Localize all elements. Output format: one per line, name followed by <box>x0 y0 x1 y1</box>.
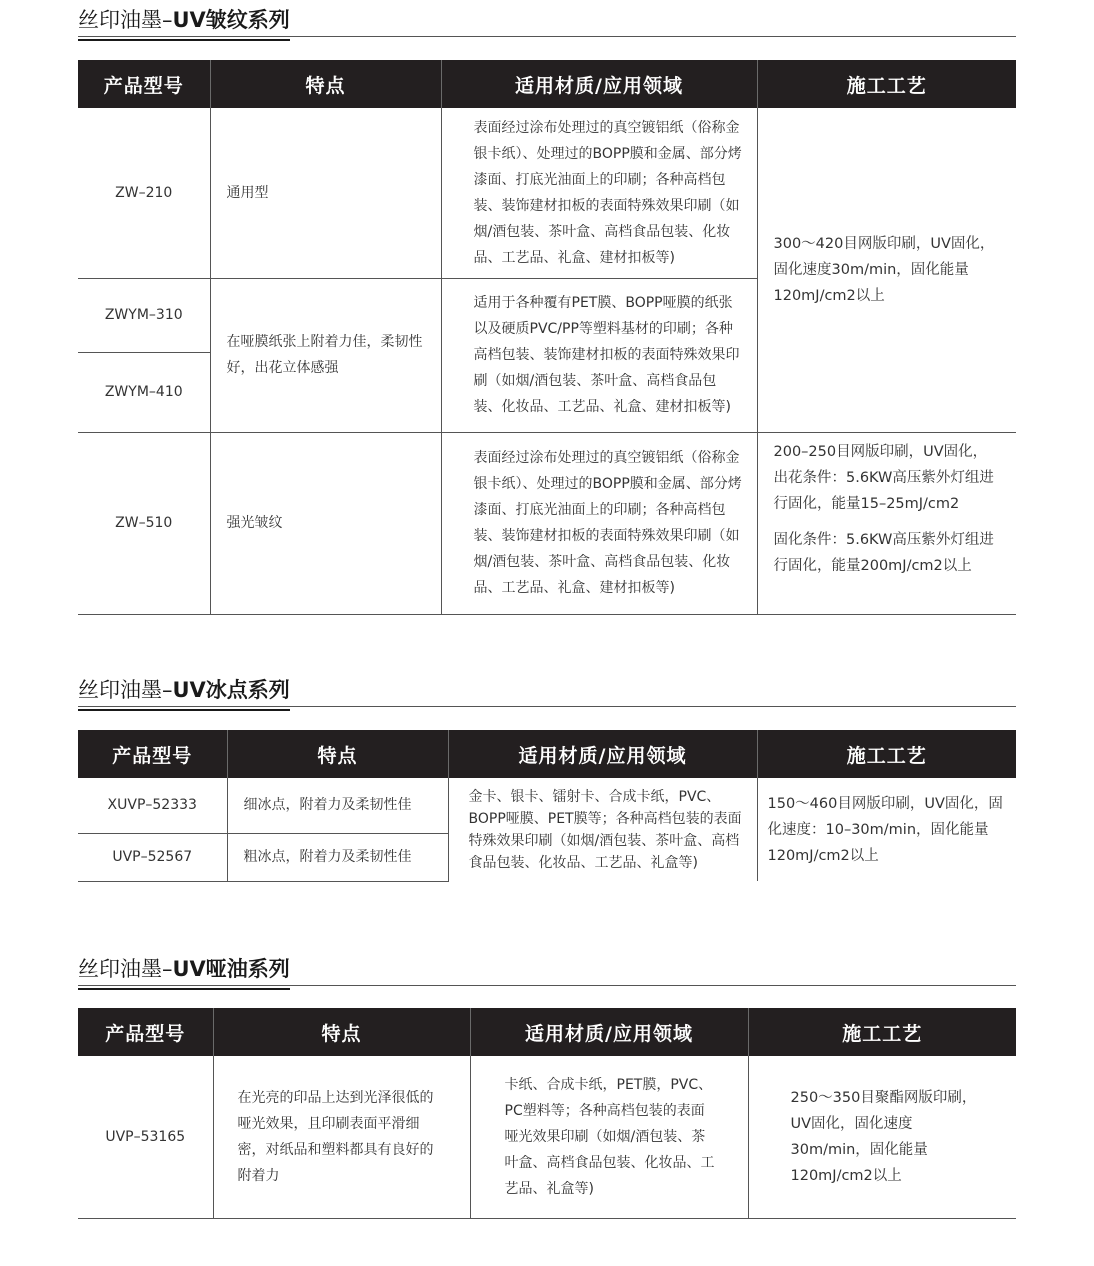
model-cell: XUVP–52333 <box>107 797 197 814</box>
product-table <box>78 1008 1016 1219</box>
process-text: 200–250目网版印刷，UV固化，出花条件：5.6KW高压紫外灯组进行固化，能量15–25mJ/cm2 <box>773 443 994 512</box>
model-cell: ZWYM–410 <box>78 352 210 432</box>
table-row <box>78 108 1016 278</box>
table-row <box>78 1056 1016 1218</box>
table-header-row <box>78 730 1016 778</box>
material-cell: 适用于各种覆有PET膜、BOPP哑膜的纸张以及硬质PVC/PP等塑料基材的印刷；各种高档包装、装饰建材扣板的表面特殊效果印刷（如烟/酒包装、茶叶盒、高档食品包装、化妆品、工艺品、礼盒、建材扣板等) <box>441 278 757 432</box>
header-material: 适用材质/应用领域 <box>441 60 757 108</box>
section-divider <box>78 985 1016 986</box>
process-cell <box>757 432 1016 614</box>
header-process: 施工工艺 <box>748 1008 1016 1056</box>
feature-cell: 通用型 <box>210 108 441 278</box>
process-text: 固化条件：5.6KW高压紫外灯组进行固化，能量200mJ/cm2以上 <box>773 531 994 574</box>
header-model: 产品型号 <box>78 60 210 108</box>
feature-cell: 细冰点，附着力及柔韧性佳 <box>227 778 448 833</box>
section-icepoint <box>78 676 1016 886</box>
section-matte <box>78 955 1016 1225</box>
table-row <box>78 778 1016 833</box>
model-cell: UVP–53165 <box>78 1056 213 1218</box>
model-cell: ZW–210 <box>115 184 173 201</box>
feature-cell: 强光皱纹 <box>210 432 441 614</box>
header-material: 适用材质/应用领域 <box>448 730 757 778</box>
product-table <box>78 730 1016 882</box>
header-feature: 特点 <box>210 60 441 108</box>
model-cell: UVP–52567 <box>78 833 227 881</box>
model-cell: ZWYM–310 <box>78 278 210 352</box>
material-cell: 表面经过涂布处理过的真空镀铝纸（俗称金银卡纸）、处理过的BOPP膜和金属、部分烤漆面、打底光油面上的印刷；各种高档包装、装饰建材扣板的表面特殊效果印刷（如烟/酒包装、茶叶盒、高档食品包装、化妆品、工艺品、礼盒、建材扣板等) <box>441 108 757 278</box>
section-wrinkle <box>78 6 1016 626</box>
model-cell: ZW–510 <box>78 432 210 614</box>
material-cell: 表面经过涂布处理过的真空镀铝纸（俗称金银卡纸）、处理过的BOPP膜和金属、部分烤漆面、打底光油面上的印刷；各种高档包装、装饰建材扣板的表面特殊效果印刷（如烟/酒包装、茶叶盒、高档食品包装、化妆品、工艺品、礼盒、建材扣板等) <box>441 432 757 614</box>
process-cell: 250～350目聚酯网版印刷，UV固化，固化速度30m/min，固化能量120mJ/cm2以上 <box>748 1056 1016 1218</box>
process-cell: 150～460目网版印刷，UV固化，固化速度：10–30m/min，固化能量120mJ/cm2以上 <box>757 778 1016 881</box>
header-feature: 特点 <box>227 730 448 778</box>
header-material: 适用材质/应用领域 <box>470 1008 748 1056</box>
header-feature: 特点 <box>213 1008 470 1056</box>
feature-cell: 在哑膜纸张上附着力佳，柔韧性好，出花立体感强 <box>210 278 441 432</box>
section-title: 丝印油墨–UV皱纹系列 <box>78 6 290 41</box>
table-header-row <box>78 1008 1016 1056</box>
table-header-row <box>78 60 1016 108</box>
section-title: 丝印油墨–UV哑油系列 <box>78 955 290 990</box>
section-divider <box>78 36 1016 37</box>
header-model: 产品型号 <box>78 730 227 778</box>
product-table <box>78 60 1016 615</box>
feature-cell: 在光亮的印品上达到光泽很低的哑光效果，且印刷表面平滑细密，对纸品和塑料都具有良好的附着力 <box>213 1056 470 1218</box>
header-process: 施工工艺 <box>757 60 1016 108</box>
table-row <box>78 432 1016 614</box>
feature-cell: 粗冰点，附着力及柔韧性佳 <box>227 833 448 881</box>
material-cell: 卡纸、合成卡纸，PET膜，PVC、PC塑料等；各种高档包装的表面哑光效果印刷（如烟/酒包装、茶叶盒、高档食品包装、化妆品、工艺品、礼盒等) <box>470 1056 748 1218</box>
header-process: 施工工艺 <box>757 730 1016 778</box>
section-divider <box>78 706 1016 707</box>
process-cell: 300～420目网版印刷，UV固化，固化速度30m/min，固化能量120mJ/cm2以上 <box>757 108 1016 432</box>
section-title: 丝印油墨–UV冰点系列 <box>78 676 290 711</box>
header-model: 产品型号 <box>78 1008 213 1056</box>
material-cell: 金卡、银卡、镭射卡、合成卡纸，PVC、BOPP哑膜、PET膜等；各种高档包装的表面特殊效果印刷（如烟/酒包装、茶叶盒、高档食品包装、化妆品、工艺品、礼盒等) <box>448 778 757 881</box>
